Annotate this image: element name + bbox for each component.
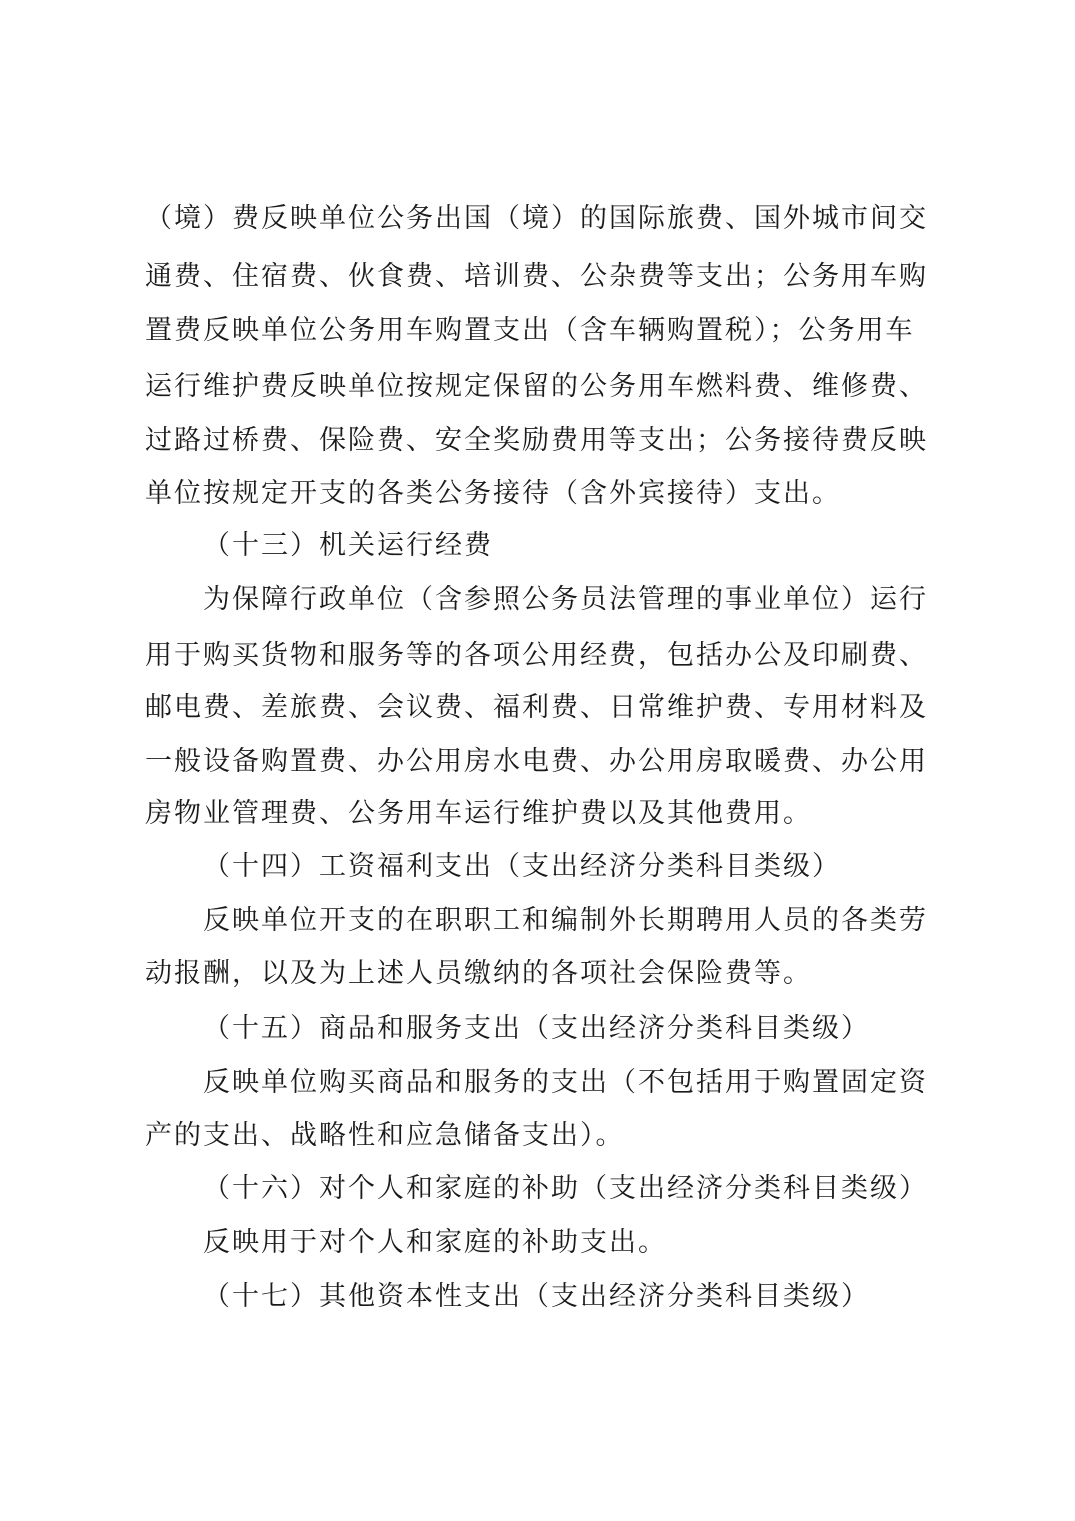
text-line: （境）费反映单位公务出国（境）的国际旅费、国外城市间交: [145, 203, 928, 234]
text-line: 动报酬，以及为上述人员缴纳的各项社会保险费等。: [145, 958, 812, 989]
text-line: 用于购买货物和服务等的各项公用经费，包括办公及印刷费、: [145, 640, 928, 671]
section-heading: （十六）对个人和家庭的补助（支出经济分类科目类级）: [203, 1173, 928, 1204]
text-line: 房物业管理费、公务用车运行维护费以及其他费用。: [145, 798, 812, 829]
text-line: 为保障行政单位（含参照公务员法管理的事业单位）运行: [203, 584, 928, 615]
section-heading: （十五）商品和服务支出（支出经济分类科目类级）: [203, 1013, 870, 1044]
section-heading: （十七）其他资本性支出（支出经济分类科目类级）: [203, 1281, 870, 1312]
text-line: 反映单位开支的在职职工和编制外长期聘用人员的各类劳: [203, 905, 928, 936]
text-line: 置费反映单位公务用车购置支出（含车辆购置税）；公务用车: [145, 315, 915, 346]
text-line: 产的支出、战略性和应急储备支出）。: [145, 1120, 625, 1151]
text-line: 反映单位购买商品和服务的支出（不包括用于购置固定资: [203, 1067, 928, 1098]
text-line: 过路过桥费、保险费、安全奖励费用等支出；公务接待费反映: [145, 425, 928, 456]
section-heading: （十四）工资福利支出（支出经济分类科目类级）: [203, 851, 841, 882]
text-line: 运行维护费反映单位按规定保留的公务用车燃料费、维修费、: [145, 371, 928, 402]
text-line: 通费、住宿费、伙食费、培训费、公杂费等支出；公务用车购: [145, 261, 928, 292]
text-line: 单位按规定开支的各类公务接待（含外宾接待）支出。: [145, 478, 841, 509]
text-line: 邮电费、差旅费、会议费、福利费、日常维护费、专用材料及: [145, 692, 928, 723]
text-line: 反映用于对个人和家庭的补助支出。: [203, 1227, 667, 1258]
text-line: 一般设备购置费、办公用房水电费、办公用房取暖费、办公用: [145, 746, 928, 777]
section-heading: （十三）机关运行经费: [203, 530, 493, 561]
